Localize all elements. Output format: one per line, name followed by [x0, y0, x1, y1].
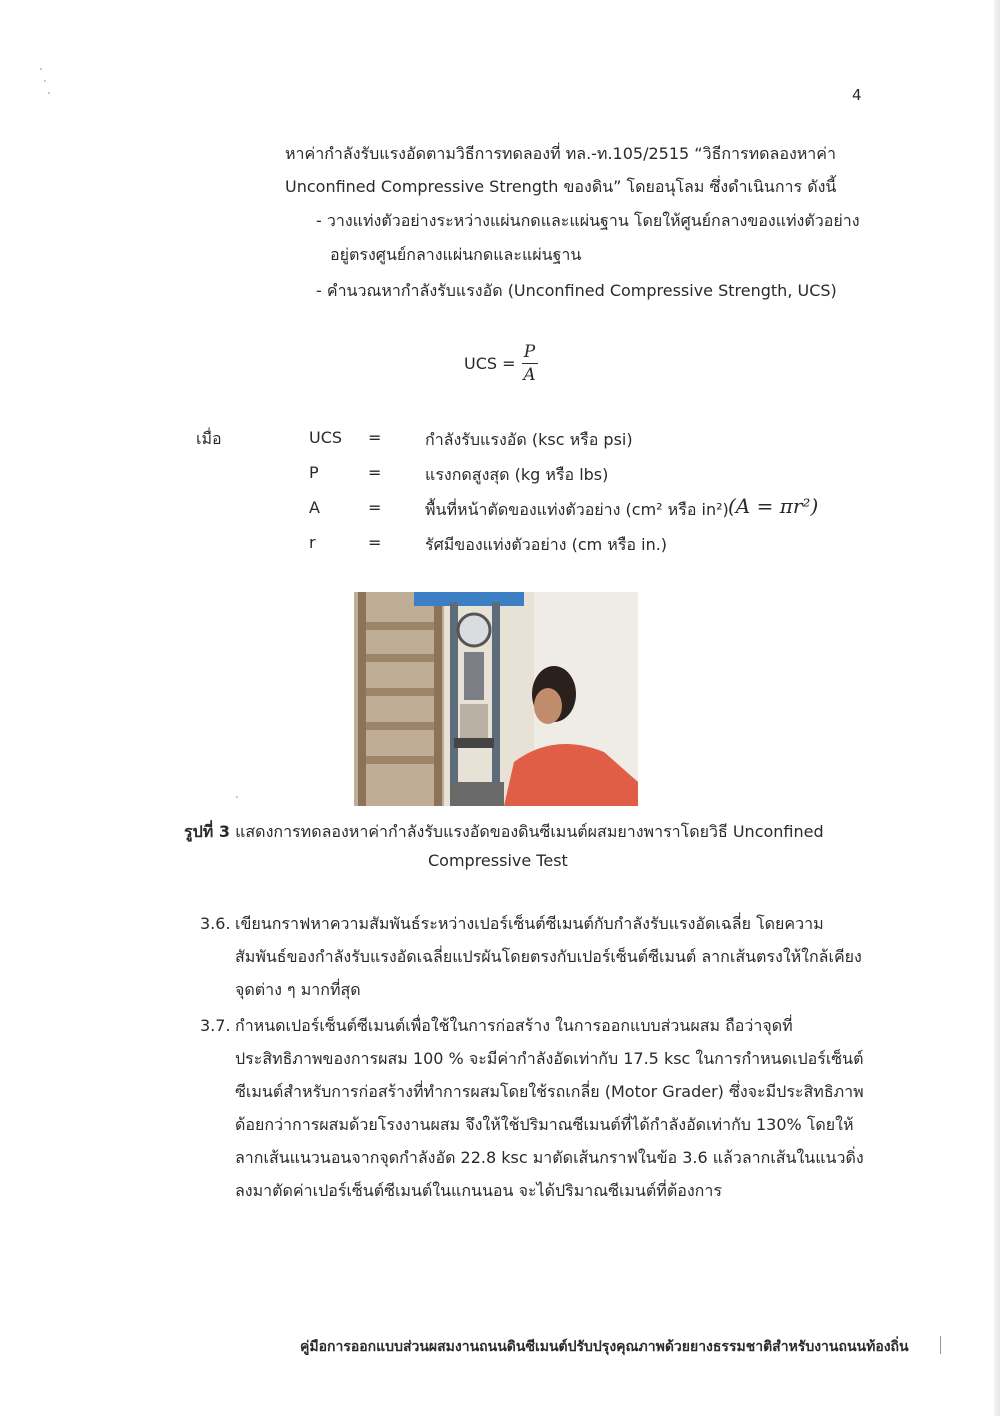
def-text-ucs: กำลังรับแรงอัด (ksc หรือ psi): [425, 430, 633, 449]
section-3-6-line-3: จุดต่าง ๆ มากที่สุด: [235, 980, 361, 999]
def-text-r: รัศมีของแท่งตัวอย่าง (cm หรือ in.): [425, 535, 668, 554]
running-footer: คู่มือการออกแบบส่วนผสมงานถนนดินซีเมนต์ปรับปรุงคุณภาพด้วยยางธรรมชาติสำหรับงานถนนท้องถิ่น: [300, 1339, 909, 1355]
section-3-7-line-4: ด้อยกว่าการผสมด้วยโรงงานผสม จึงให้ใช้ปริมาณซีเมนต์ที่ได้กำลังอัดเท่ากับ 130% โดยให้: [235, 1115, 854, 1134]
bullet-1-line-2: อยู่ตรงศูนย์กลางแผ่นกดและแผ่นฐาน: [330, 245, 582, 264]
def-text-p: แรงกดสูงสุด (kg หรือ lbs): [425, 465, 609, 484]
def-eq-p: =: [368, 463, 382, 482]
def-eq-ucs: =: [368, 428, 382, 447]
def-symbol-ucs: UCS: [309, 428, 343, 447]
intro-line-1: หาค่ากำลังรับแรงอัดตามวิธีการทดลองที่ ทล.-ท.105/2515 “วิธีการทดลองหาค่า: [285, 144, 836, 163]
bullet-2: - คำนวณหากำลังรับแรงอัด (Unconfined Compressive Strength, UCS): [316, 281, 837, 300]
bullet-1-line-1: - วางแท่งตัวอย่างระหว่างแผ่นกดและแผ่นฐาน โดยให้ศูนย์กลางของแท่งตัวอย่าง: [316, 211, 860, 230]
ucs-formula: [464, 342, 538, 385]
figure-3-caption-text: แสดงการทดลองหาค่ากำลังรับแรงอัดของดินซีเมนต์ผสมยางพาราโดยวิธี Unconfined: [235, 822, 824, 841]
where-label: เมื่อ: [196, 429, 222, 448]
section-3-7-number: 3.7.: [200, 1016, 231, 1035]
footer-rule: [940, 1336, 941, 1354]
formula-numerator: P: [523, 342, 536, 362]
def-symbol-p: P: [309, 463, 319, 482]
ucs-test-photo-illustration: [354, 592, 638, 806]
section-3-6-line-1: เขียนกราฟหาความสัมพันธ์ระหว่างเปอร์เซ็นต์ซีเมนต์กับกำลังรับแรงอัดเฉลี่ย โดยความ: [235, 914, 824, 933]
def-eq-a: =: [368, 498, 382, 517]
section-3-6-line-2: สัมพันธ์ของกำลังรับแรงอัดเฉลี่ยแปรผันโดยตรงกับเปอร์เซ็นต์ซีเมนต์ ลากเส้นตรงให้ใกล้เคียง: [235, 947, 862, 966]
def-symbol-a: A: [309, 498, 320, 517]
figure-3-caption-line-2: Compressive Test: [428, 851, 568, 870]
def-eq-r: =: [368, 533, 382, 552]
page-edge-shadow: [994, 0, 1000, 1416]
def-math-a: (A = πr²): [728, 494, 819, 518]
section-3-7-line-5: ลากเส้นแนวนอนจากจุดกำลังอัด 22.8 ksc มาตัดเส้นกราฟในข้อ 3.6 แล้วลากเส้นในแนวดิ่ง: [235, 1148, 864, 1167]
section-3-7-line-2: ประสิทธิภาพของการผสม 100 % จะมีค่ากำลังอัดเท่ากับ 17.5 ksc ในการกำหนดเปอร์เซ็นต์: [235, 1049, 864, 1068]
formula-lhs: UCS =: [464, 354, 516, 373]
intro-line-2: Unconfined Compressive Strength ของดิน” โดยอนุโลม ซึ่งดำเนินการ ดังนี้: [285, 177, 837, 196]
section-3-6-number: 3.6.: [200, 914, 231, 933]
def-symbol-r: r: [309, 533, 316, 552]
section-3-7-line-3: ซีเมนต์สำหรับการก่อสร้างที่ทำการผสมโดยใช้รถเกลี่ย (Motor Grader) ซึ่งจะมีประสิทธิภาพ: [235, 1082, 864, 1101]
figure-3-label: รูปที่ 3: [184, 822, 230, 841]
figure-3-photo: [354, 592, 638, 806]
section-3-7-line-6: ลงมาตัดค่าเปอร์เซ็นต์ซีเมนต์ในแกนนอน จะได้ปริมาณซีเมนต์ที่ต้องการ: [235, 1181, 722, 1200]
formula-denominator: A: [523, 365, 536, 385]
figure-3-caption-line-1: [184, 820, 824, 845]
section-3-7-line-1: กำหนดเปอร์เซ็นต์ซีเมนต์เพื่อใช้ในการก่อสร้าง ในการออกแบบส่วนผสม ถือว่าจุดที่: [235, 1016, 793, 1035]
fraction-bar: [522, 363, 538, 364]
def-text-a: พื้นที่หน้าตัดของแท่งตัวอย่าง (cm² หรือ in²): [425, 500, 729, 519]
formula-fraction: [522, 342, 538, 385]
page-number: 4: [852, 86, 862, 104]
